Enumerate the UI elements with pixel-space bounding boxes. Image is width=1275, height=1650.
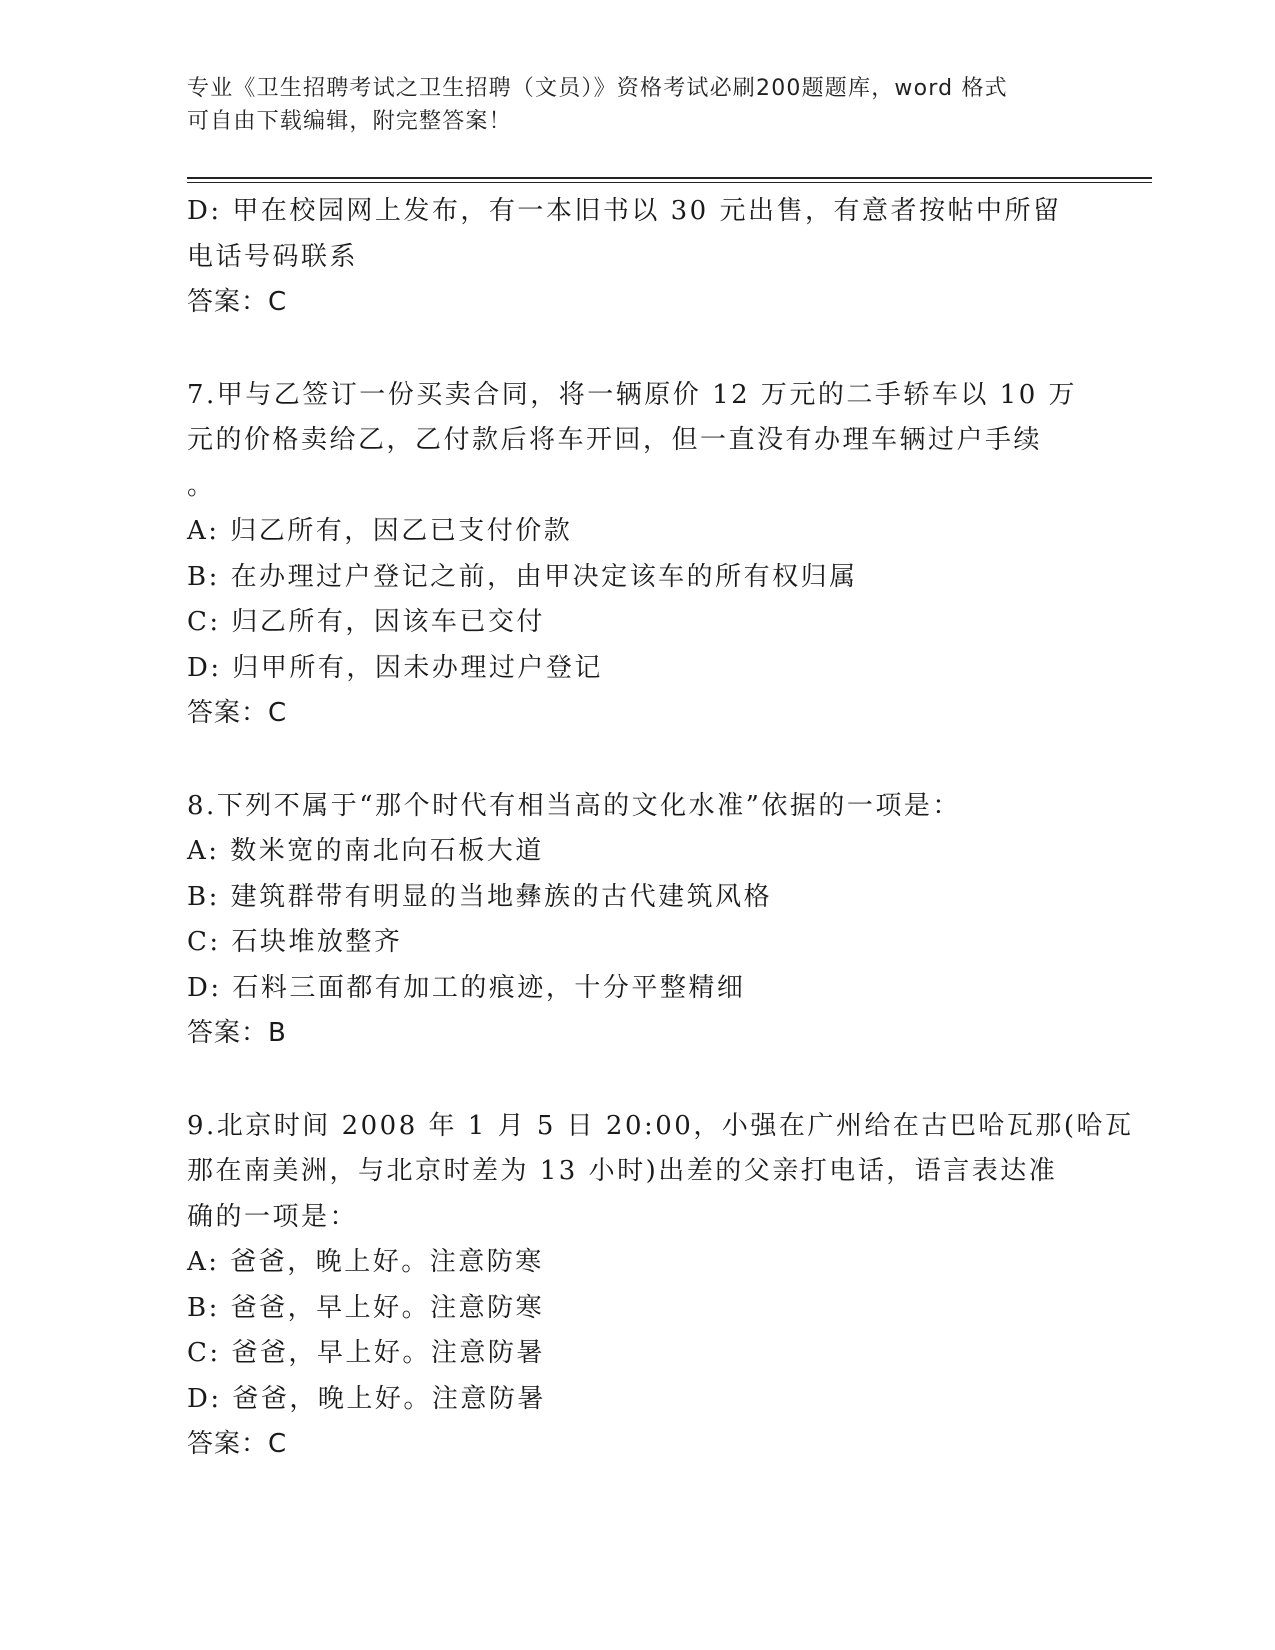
question-9 (187, 1104, 1134, 1468)
q9-option-a: A: 爸爸，晚上好。注意防寒 (187, 1247, 544, 1277)
q9-answer: 答案：C (187, 1429, 288, 1459)
q9-stem-line-3: 确的一项是： (187, 1201, 359, 1232)
q6-option-d-line-2: 电话号码联系 (187, 241, 359, 272)
q7-option-a: A: 归乙所有，因乙已支付价款 (187, 516, 573, 546)
q8-option-b: B: 建筑群带有明显的当地彝族的古代建筑风格 (187, 881, 773, 912)
q9-option-d: D: 爸爸，晚上好。注意防暑 (187, 1383, 546, 1414)
q9-option-b: B: 爸爸，早上好。注意防寒 (187, 1292, 545, 1323)
q7-stem-line-2: 元的价格卖给乙，乙付款后将车开回，但一直没有办理车辆过户手续 (187, 425, 1043, 455)
header-line-2: 可自由下载编辑，附完整答案！ (187, 109, 512, 134)
q7-option-b: B: 在办理过户登记之前，由甲决定该车的所有权归属 (187, 561, 858, 592)
q7-option-c: C: 归乙所有，因该车已交付 (187, 607, 545, 637)
question-7 (187, 373, 1087, 737)
q8-option-c: C: 石块堆放整齐 (187, 927, 403, 957)
q7-stem-line-3: 。 (187, 470, 216, 501)
q6-answer: 答案：C (187, 287, 288, 317)
q7-answer: 答案：C (187, 698, 288, 728)
spacer (187, 326, 1087, 373)
q6-option-d-line-1: D: 甲在校园网上发布，有一本旧书以 30 元出售，有意者按帖中所留 (187, 196, 1062, 226)
spacer (187, 1057, 1087, 1104)
spacer (187, 737, 1087, 784)
q8-answer: 答案：B (187, 1018, 287, 1048)
question-6-tail (187, 189, 1087, 326)
question-8 (187, 784, 1087, 1057)
document-header (187, 72, 1087, 138)
q8-option-a: A: 数米宽的南北向石板大道 (187, 836, 544, 866)
q8-option-d: D: 石料三面都有加工的痕迹，十分平整精细 (187, 972, 746, 1003)
header-divider-thin (187, 182, 1152, 183)
q7-option-d: D: 归甲所有，因未办理过户登记 (187, 652, 603, 683)
header-divider-thick (187, 177, 1152, 179)
q9-stem-line-1: 9.北京时间 2008 年 1 月 5 日 20:00，小强在广州给在古巴哈瓦那(哈瓦 (187, 1110, 1134, 1141)
question-list (187, 189, 1134, 1468)
q8-stem-line-1: 8.下列不属于“那个时代有相当高的文化水准”依据的一项是： (187, 790, 961, 821)
q7-stem-line-1: 7.甲与乙签订一份买卖合同，将一辆原价 12 万元的二手轿车以 10 万 (187, 379, 1078, 410)
q9-option-c: C: 爸爸，早上好。注意防暑 (187, 1338, 545, 1368)
q9-stem-line-2: 那在南美洲，与北京时差为 13 小时)出差的父亲打电话，语言表达准 (187, 1156, 1058, 1186)
header-line-1: 专业《卫生招聘考试之卫生招聘（文员）》资格考试必刷200题题库，word 格式 (187, 76, 1008, 101)
